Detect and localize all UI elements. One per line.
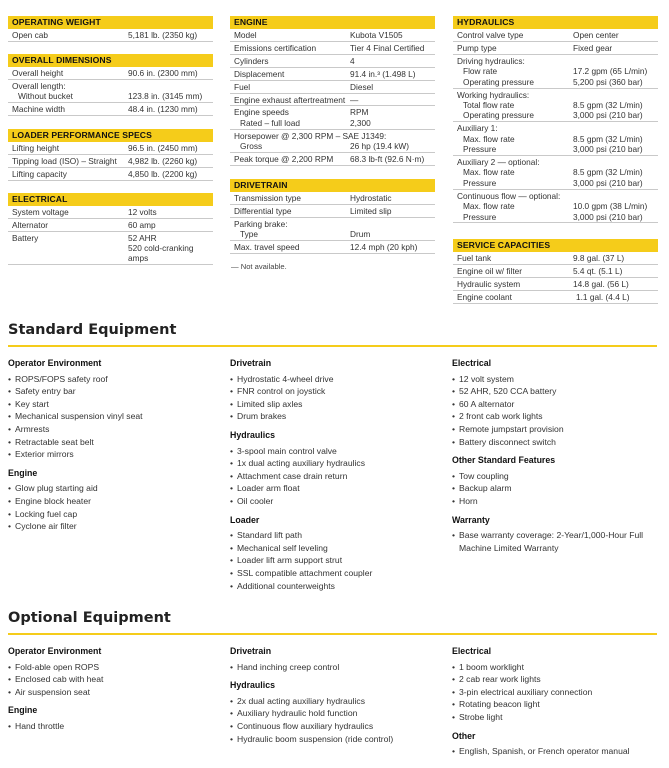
table-row: System voltage 12 volts (8, 206, 213, 219)
section-divider (8, 633, 657, 635)
item-list (452, 661, 662, 724)
category-heading: Drivetrain (230, 358, 272, 368)
list-item: • Hand inching creep control (230, 661, 440, 674)
drivetrain-spec-table (230, 179, 435, 254)
table-header: ELECTRICAL (8, 193, 213, 206)
category-heading: Warranty (452, 514, 490, 525)
list-item: • Fold-able open ROPS (8, 661, 218, 674)
category-heading: Engine (8, 705, 38, 716)
category-heading: Other Standard Features (452, 455, 556, 466)
item-list (230, 529, 440, 592)
table-header: HYDRAULICS (453, 16, 658, 29)
item-list (452, 529, 657, 554)
table-row: Overall length: Without bucket 123.8 in. (3145 mm) (8, 80, 213, 103)
list-item: • English, Spanish, or French operator manual (452, 745, 662, 758)
optional-equipment-title: Optional Equipment (8, 610, 171, 626)
list-item: • 12 volt system (452, 373, 657, 386)
item-list (452, 470, 657, 508)
item-list (8, 482, 218, 532)
item-list (230, 373, 440, 423)
table-row: Engine speeds RPM Rated – full load 2,300 (230, 106, 435, 129)
table-row: Fuel tank 9.8 gal. (37 L) (453, 252, 658, 265)
item-list (8, 661, 218, 699)
table-row: Open cab 5,181 lb. (2350 kg) (8, 29, 213, 42)
optional-column-1 (8, 645, 218, 733)
list-item: • Auxiliary hydraulic hold function (230, 707, 440, 720)
list-item: • 2x dual acting auxiliary hydraulics (230, 695, 440, 708)
standard-column-3 (452, 357, 657, 554)
table-row: Fuel Diesel (230, 81, 435, 94)
item-list (230, 695, 440, 745)
category-heading: Electrical (452, 646, 492, 656)
table-row: Alternator 60 amp (8, 219, 213, 232)
list-item: • Engine block heater (8, 495, 218, 508)
table-row: Peak torque @ 2,200 RPM 68.3 lb-ft (92.6 N·m) (230, 153, 435, 166)
table-row: Driving hydraulics: Flow rate 17.2 gpm (65 L/min) Operating pressure 5,200 psi (360 bar) (453, 55, 658, 89)
optional-column-3 (452, 645, 662, 758)
list-item: • 3-spool main control valve (230, 445, 440, 458)
table-row: Control valve type Open center (453, 29, 658, 42)
list-item: • Attachment case drain return (230, 470, 440, 483)
list-item: • Key start (8, 398, 218, 411)
category-heading: Loader (230, 514, 260, 525)
category-heading: Hydraulics (230, 680, 275, 691)
table-row: Auxiliary 1: Max. flow rate 8.5 gpm (32 L/min) Pressure 3,000 psi (210 bar) (453, 122, 658, 156)
list-item: • Remote jumpstart provision (452, 423, 657, 436)
footnote: — Not available. (231, 262, 287, 271)
list-item: • Armrests (8, 423, 218, 436)
list-item: • Battery disconnect switch (452, 436, 657, 449)
category-heading: Electrical (452, 358, 492, 368)
standard-column-2 (230, 357, 440, 592)
table-row: Auxiliary 2 — optional: Max. flow rate 8.5 gpm (32 L/min) Pressure 3,000 psi (210 bar) (453, 156, 658, 190)
table-row: Tipping load (ISO) – Straight 4,982 lb. (2260 kg) (8, 155, 213, 168)
list-item: • Drum brakes (230, 410, 440, 423)
table-header: OPERATING WEIGHT (8, 16, 213, 29)
list-item: • Horn (452, 495, 657, 508)
item-list (452, 373, 657, 449)
table-header: OVERALL DIMENSIONS (8, 54, 213, 67)
category-heading: Operator Environment (8, 358, 102, 368)
list-item: • Hand throttle (8, 720, 218, 733)
list-item: • Additional counterweights (230, 580, 440, 593)
item-list (8, 373, 218, 461)
category-heading: Other (452, 730, 476, 741)
list-item: • 2 cab rear work lights (452, 673, 662, 686)
table-row: Engine exhaust aftertreatment — (230, 94, 435, 107)
list-item: • 1 boom worklight (452, 661, 662, 674)
list-item: • Enclosed cab with heat (8, 673, 218, 686)
category-heading: Engine (8, 467, 38, 478)
table-row: Engine oil w/ filter 5.4 qt. (5.1 L) (453, 265, 658, 278)
operating-weight-table (8, 16, 213, 42)
list-item: • 60 A alternator (452, 398, 657, 411)
list-item: • Mechanical self leveling (230, 542, 440, 555)
table-row: Overall height 90.6 in. (2300 mm) (8, 67, 213, 80)
list-item: • 3-pin electrical auxiliary connection (452, 686, 662, 699)
list-item: • FNR control on joystick (230, 385, 440, 398)
list-item: • Cyclone air filter (8, 520, 218, 533)
table-row: Parking brake: Type Drum (230, 218, 435, 241)
list-item: • 1x dual acting auxiliary hydraulics (230, 457, 440, 470)
table-row: Pump type Fixed gear (453, 42, 658, 55)
standard-column-1 (8, 357, 218, 533)
list-item: • Oil cooler (230, 495, 440, 508)
service-capacities-table (453, 239, 658, 304)
list-item: • Base warranty coverage: 2-Year/1,000-Hour Full Machine Limited Warranty (452, 529, 657, 554)
list-item: • Retractable seat belt (8, 436, 218, 449)
list-item: • Rotating beacon light (452, 698, 662, 711)
table-row: Cylinders 4 (230, 55, 435, 68)
table-row: Model Kubota V1505 (230, 29, 435, 42)
list-item: • Strobe light (452, 711, 662, 724)
table-row: Displacement 91.4 in.³ (1.498 L) (230, 68, 435, 81)
list-item: • Hydrostatic 4-wheel drive (230, 373, 440, 386)
optional-column-2 (230, 645, 440, 745)
table-row: Max. travel speed 12.4 mph (20 kph) (230, 241, 435, 254)
table-row: Machine width 48.4 in. (1230 mm) (8, 103, 213, 116)
table-row: Working hydraulics: Total flow rate 8.5 gpm (32 L/min) Operating pressure 3,000 psi (210 bar) (453, 89, 658, 123)
table-row: Transmission type Hydrostatic (230, 192, 435, 205)
list-item: • Loader arm float (230, 482, 440, 495)
table-row: Continuous flow — optional: Max. flow rate 10.0 gpm (38 L/min) Pressure 3,000 psi (210 bar) (453, 190, 658, 224)
list-item: • Backup alarm (452, 482, 657, 495)
list-item: • Standard lift path (230, 529, 440, 542)
list-item: • 52 AHR, 520 CCA battery (452, 385, 657, 398)
list-item: • Exterior mirrors (8, 448, 218, 461)
list-item: • Safety entry bar (8, 385, 218, 398)
category-heading: Hydraulics (230, 429, 275, 440)
standard-equipment-title: Standard Equipment (8, 322, 177, 338)
list-item: • Air suspension seat (8, 686, 218, 699)
item-list (230, 445, 440, 508)
category-heading: Operator Environment (8, 646, 102, 656)
list-item: • Tow coupling (452, 470, 657, 483)
category-heading: Drivetrain (230, 646, 272, 656)
loader-performance-table (8, 129, 213, 181)
table-row: Horsepower @ 2,300 RPM – SAE J1349: Gross 26 hp (19.4 kW) (230, 130, 435, 153)
list-item: • Locking fuel cap (8, 508, 218, 521)
table-header: ENGINE (230, 16, 435, 29)
table-row: Battery 52 AHR 520 cold-cranking amps (8, 232, 213, 265)
table-header: LOADER PERFORMANCE SPECS (8, 129, 213, 142)
item-list (230, 661, 440, 674)
list-item: • SSL compatible attachment coupler (230, 567, 440, 580)
list-item: • Mechanical suspension vinyl seat (8, 410, 218, 423)
table-row: Hydraulic system 14.8 gal. (56 L) (453, 278, 658, 291)
table-row: Differential type Limited slip (230, 205, 435, 218)
list-item: • Glow plug starting aid (8, 482, 218, 495)
list-item: • 2 front cab work lights (452, 410, 657, 423)
table-header: DRIVETRAIN (230, 179, 435, 192)
table-row: Lifting height 96.5 in. (2450 mm) (8, 142, 213, 155)
item-list (8, 720, 218, 733)
hydraulics-spec-table (453, 16, 658, 223)
table-row: Engine coolant 1.1 gal. (4.4 L) (453, 291, 658, 304)
table-row: Emissions certification Tier 4 Final Certified (230, 42, 435, 55)
list-item: • Hydraulic boom suspension (ride control) (230, 733, 440, 746)
list-item: • Limited slip axles (230, 398, 440, 411)
list-item: • ROPS/FOPS safety roof (8, 373, 218, 386)
list-item: • Loader lift arm support strut (230, 554, 440, 567)
electrical-spec-table (8, 193, 213, 265)
engine-spec-table (230, 16, 435, 166)
section-divider (8, 345, 657, 347)
list-item: • Continuous flow auxiliary hydraulics (230, 720, 440, 733)
item-list (452, 745, 662, 758)
overall-dimensions-table (8, 54, 213, 116)
table-header: SERVICE CAPACITIES (453, 239, 658, 252)
table-row: Lifting capacity 4,850 lb. (2200 kg) (8, 168, 213, 181)
